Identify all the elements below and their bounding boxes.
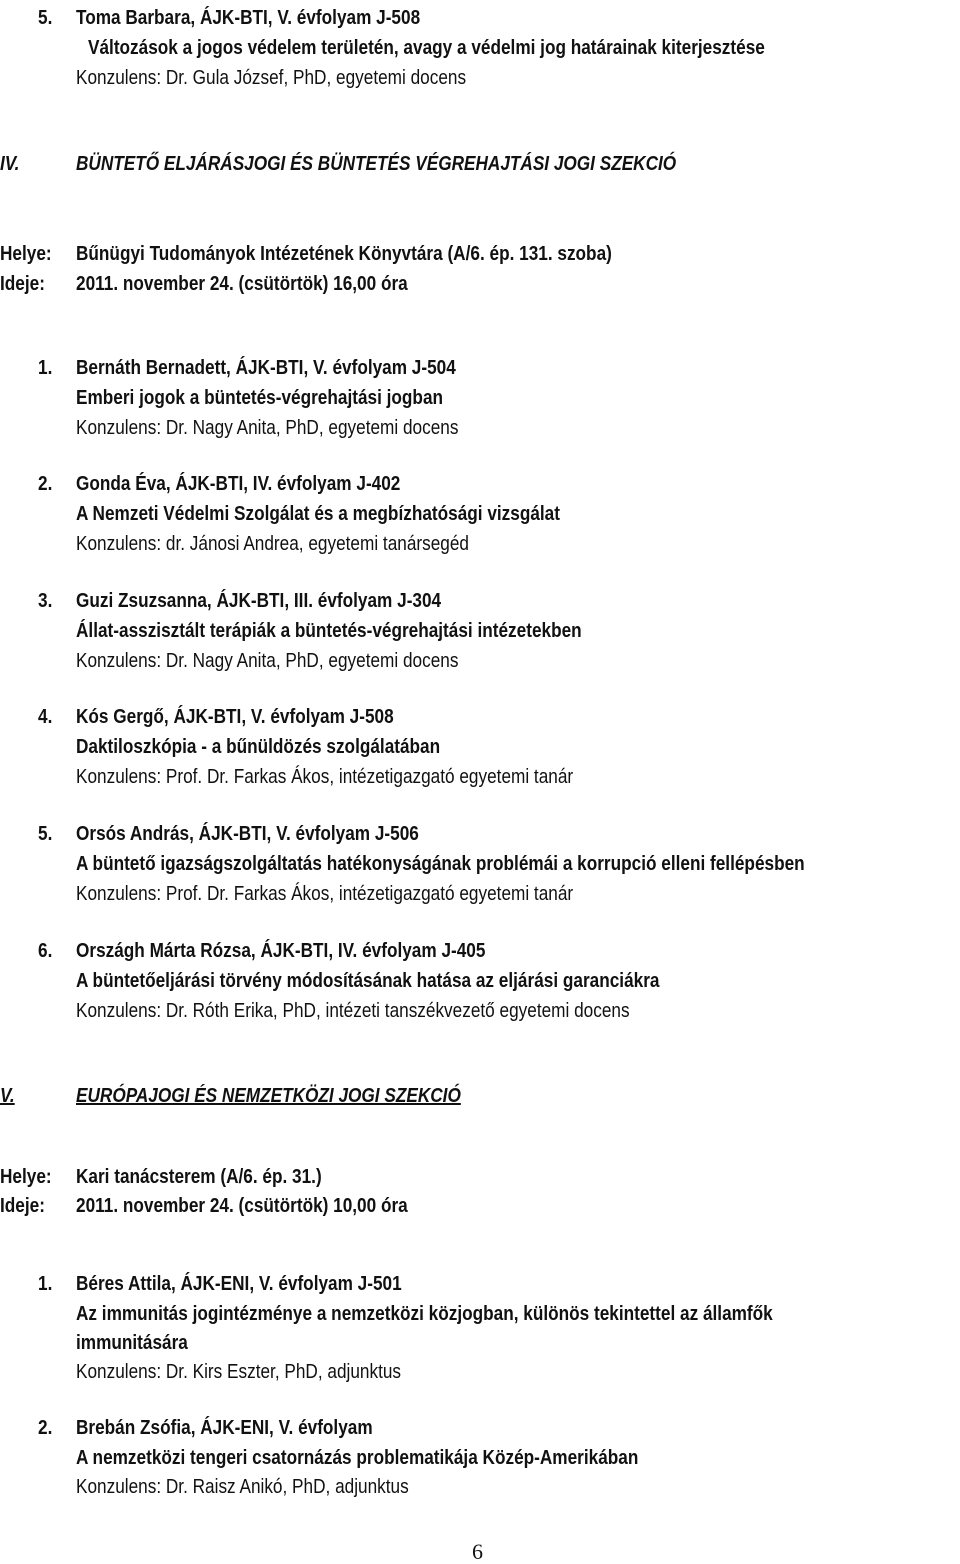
- section-title: BÜNTETŐ ELJÁRÁSJOGI ÉS BÜNTETÉS VÉGREHAJTÁSI JOGI SZEKCIÓ: [76, 153, 677, 175]
- entry-number: 2.: [38, 473, 53, 495]
- entry-advisor: Konzulens: Prof. Dr. Farkas Ákos, intézetigazgató egyetemi tanár: [76, 883, 574, 905]
- entry-advisor: Konzulens: Dr. Nagy Anita, PhD, egyetemi docens: [76, 650, 459, 672]
- entry-student: Gonda Éva, ÁJK-BTI, IV. évfolyam J-402: [76, 473, 401, 495]
- entry-number: 6.: [38, 940, 53, 962]
- entry-title: Daktiloszkópia - a bűnüldözés szolgálatában: [76, 736, 441, 758]
- entry-advisor: Konzulens: Dr. Kirs Eszter, PhD, adjunktus: [76, 1361, 402, 1383]
- entry-number: 4.: [38, 706, 53, 728]
- entry-advisor: Konzulens: dr. Jánosi Andrea, egyetemi tanársegéd: [76, 533, 469, 555]
- entry-title: Az immunitás jogintézménye a nemzetközi közjogban, különös tekintettel az államfők: [76, 1303, 773, 1325]
- entry-advisor: Konzulens: Dr. Róth Erika, PhD, intézeti tanszékvezető egyetemi docens: [76, 1000, 630, 1022]
- section-title: EURÓPAJOGI ÉS NEMZETKÖZI JOGI SZEKCIÓ: [76, 1085, 461, 1107]
- entry-student: Országh Márta Rózsa, ÁJK-BTI, IV. évfolyam J-405: [76, 940, 486, 962]
- entry-title: A nemzetközi tengeri csatornázás problematikája Közép-Amerikában: [76, 1447, 639, 1469]
- place-value: Bűnügyi Tudományok Intézetének Könyvtára (A/6. ép. 131. szoba): [76, 243, 612, 265]
- entry-number: 5.: [38, 823, 53, 845]
- entry-number: 1.: [38, 1273, 53, 1295]
- entry-advisor: Konzulens: Prof. Dr. Farkas Ákos, intézetigazgató egyetemi tanár: [76, 766, 574, 788]
- time-value: 2011. november 24. (csütörtök) 16,00 óra: [76, 273, 408, 295]
- entry-title: Állat-asszisztált terápiák a büntetés-végrehajtási intézetekben: [76, 620, 582, 642]
- time-value: 2011. november 24. (csütörtök) 10,00 óra: [76, 1195, 408, 1217]
- entry-number: 5.: [38, 7, 53, 29]
- entry-advisor: Konzulens: Dr. Gula József, PhD, egyetemi docens: [76, 67, 467, 89]
- entry-student: Toma Barbara, ÁJK-BTI, V. évfolyam J-508: [76, 7, 421, 29]
- place-value: Kari tanácsterem (A/6. ép. 31.): [76, 1166, 322, 1188]
- entry-advisor: Konzulens: Dr. Raisz Anikó, PhD, adjunktus: [76, 1476, 409, 1498]
- entry-student: Orsós András, ÁJK-BTI, V. évfolyam J-506: [76, 823, 419, 845]
- entry-number: 3.: [38, 590, 53, 612]
- entry-student: Guzi Zsuzsanna, ÁJK-BTI, III. évfolyam J-304: [76, 590, 442, 612]
- page-number: 6: [472, 1539, 483, 1564]
- entry-title: Emberi jogok a büntetés-végrehajtási jogban: [76, 387, 444, 409]
- time-label: Ideje:: [0, 273, 45, 295]
- entry-student: Kós Gergő, ÁJK-BTI, V. évfolyam J-508: [76, 706, 394, 728]
- entry-number: 1.: [38, 357, 53, 379]
- entry-number: 2.: [38, 1417, 53, 1439]
- entry-title: A büntető igazságszolgáltatás hatékonyságának problémái a korrupció elleni fellépésben: [76, 853, 805, 875]
- section-roman: IV.: [0, 153, 20, 175]
- entry-title: A büntetőeljárási törvény módosításának hatása az eljárási garanciákra: [76, 970, 660, 992]
- entry-title: Változások a jogos védelem területén, avagy a védelmi jog határainak kiterjesztése: [88, 37, 765, 59]
- entry-student: Brebán Zsófia, ÁJK-ENI, V. évfolyam: [76, 1417, 373, 1439]
- place-label: Helye:: [0, 243, 52, 265]
- place-label: Helye:: [0, 1166, 52, 1188]
- entry-advisor: Konzulens: Dr. Nagy Anita, PhD, egyetemi docens: [76, 417, 459, 439]
- entry-title-cont: immunitására: [76, 1332, 188, 1354]
- entry-title: A Nemzeti Védelmi Szolgálat és a megbízhatósági vizsgálat: [76, 503, 560, 525]
- section-roman: V.: [0, 1085, 15, 1107]
- entry-student: Bernáth Bernadett, ÁJK-BTI, V. évfolyam J-504: [76, 357, 456, 379]
- time-label: Ideje:: [0, 1195, 45, 1217]
- entry-student: Béres Attila, ÁJK-ENI, V. évfolyam J-501: [76, 1273, 402, 1295]
